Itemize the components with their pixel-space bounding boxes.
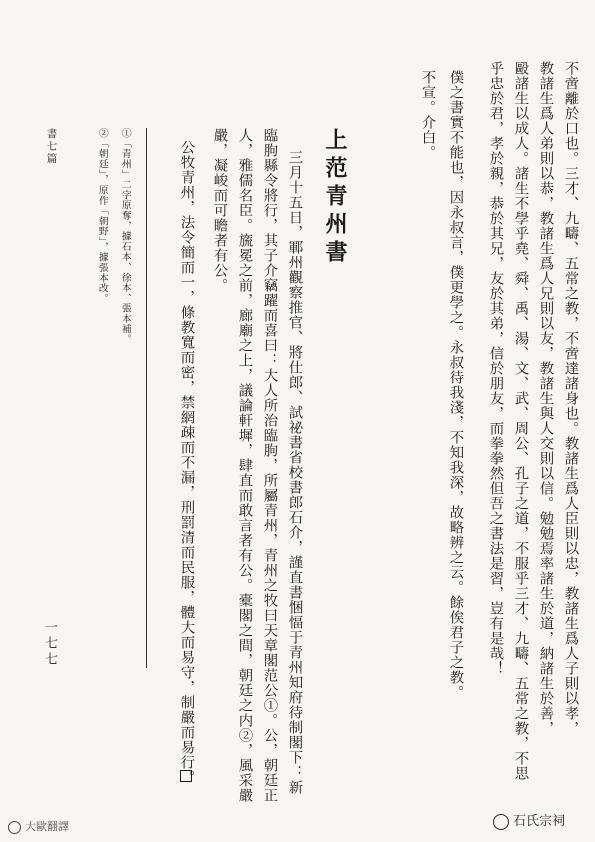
- watermark-right: [493, 810, 565, 830]
- text-line-3: 毆諸生以成人。諸生不學乎堯、舜、禹、湯、文、武、周公、孔子之道，不服乎三才、九疇、五常之教，不思: [512, 61, 529, 781]
- footnote-divider: [146, 128, 147, 668]
- watermark-logo-icon: [8, 821, 21, 834]
- text-line-8: 三月十五日，鄆州觀察推官、將仕郎、試祕書省校書郎石介，謹直書悃愊于青州知府待制閣下：新: [286, 150, 303, 795]
- footnote-2: ②「朝廷」，原作「朝野」，據張本改。: [96, 128, 108, 304]
- text-line-1: 不啻離於口也。三才、九疇、五常之教，不啻達諸身也。教諸生爲人臣則以忠，教諸生爲人子則以孝，: [562, 61, 579, 736]
- running-header: 書七篇: [45, 128, 58, 166]
- watermark-left: [8, 818, 69, 834]
- watermark-right-text: 石氏宗祠: [513, 814, 566, 829]
- text-line-4: 乎忠於君，孝於親，恭於其兄，友於其弟，信於朋友，而拳拳然但吾之書法是習，豈有是哉！: [487, 61, 504, 676]
- text-line-11: 嚴，凝峻而可瞻者有公。: [211, 128, 228, 293]
- text-line-12: 公牧青州，法令簡而一，條教寬而密，禁網疎而不漏，刑罰清而民服，體大而易守，制嚴而易行。: [178, 140, 195, 785]
- text-line-2: 教諸生爲人弟則以恭，教諸生爲人兄則以友，教諸生與人交則以信。勉勉焉率諸生於道，納諸生於善，: [537, 61, 554, 736]
- text-line-10: 人，雅儒名臣。旒冕之前，廊廟之上，議論軒墀，肆直而敢言者有公。橐閣之間，朝廷之内②，風采嚴: [236, 128, 253, 803]
- text-line-6: 不宣。介白。: [419, 70, 436, 160]
- wechat-icon: [493, 814, 509, 830]
- section-title: 上范青州書: [322, 128, 348, 268]
- text-line-5: 僕之書實不能也，因永叔言，僕更學之。永叔待我淺，不知我深，故略辨之云。餘俟君子之教。: [447, 70, 464, 700]
- watermark-left-text: 大歐翻譯: [25, 820, 69, 833]
- text-line-9: 臨朐縣令將行，其子介竊躍而喜曰：大人所治臨朐，所屬青州，青州之牧曰天章閣范公①。公，朝廷正: [261, 128, 278, 803]
- footnote-1: ①「青州」二字原奪，據石本、徐本、張本補。: [119, 128, 131, 345]
- page-number: 一七七: [42, 620, 57, 668]
- end-mark-box: [180, 770, 192, 782]
